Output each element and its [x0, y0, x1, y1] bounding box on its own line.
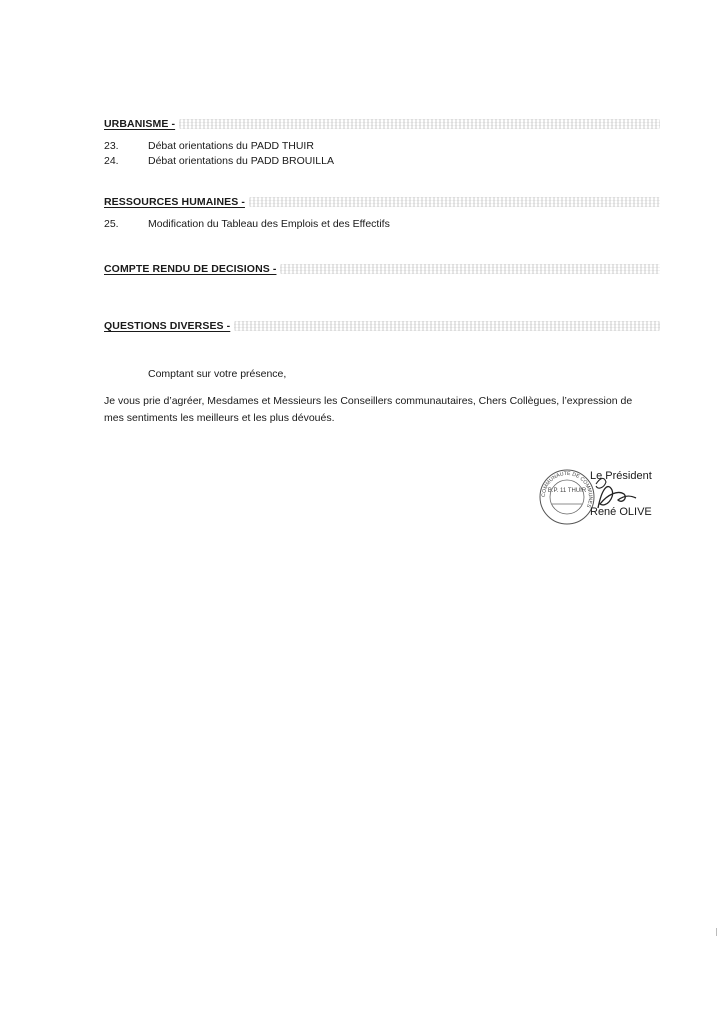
- stamp-center-text: B.P. 11 THUIR: [547, 488, 587, 494]
- redacted-scribble: [280, 264, 660, 274]
- signature-block: [538, 468, 662, 526]
- scan-artifact: [716, 928, 717, 936]
- closing-line: Je vous prie d’agréer, Mesdames et Messieurs les Conseillers communautaires, Chers Collègues, l’expression de: [104, 395, 633, 407]
- section-ressources-humaines: [104, 195, 660, 232]
- agenda-item-number: 25.: [104, 218, 119, 230]
- agenda-item-number: 24.: [104, 155, 119, 167]
- section-heading-row: [104, 319, 660, 333]
- section-urbanisme: [104, 117, 660, 169]
- section-questions-diverses: [104, 319, 660, 333]
- stamp-ring-text: COMMUNAUTE DE COMMUNES: [540, 470, 594, 509]
- section-heading: COMPTE RENDU DE DECISIONS -: [104, 263, 277, 275]
- signature-name: René OLIVE: [590, 506, 652, 518]
- agenda-item: [104, 139, 660, 154]
- redacted-scribble: [234, 321, 660, 331]
- agenda-item-text: Modification du Tableau des Emplois et des Effectifs: [148, 218, 390, 230]
- closing-paragraph: [104, 393, 664, 427]
- agenda-item-number: 23.: [104, 140, 119, 152]
- closing-greeting: Comptant sur votre présence,: [148, 368, 287, 380]
- agenda-item-text: Débat orientations du PADD BROUILLA: [148, 155, 334, 167]
- redacted-scribble: [179, 119, 660, 129]
- section-heading: RESSOURCES HUMAINES -: [104, 196, 245, 208]
- agenda-list: [104, 217, 660, 232]
- section-heading: QUESTIONS DIVERSES -: [104, 320, 231, 332]
- section-heading-row: [104, 195, 660, 209]
- agenda-item: [104, 217, 660, 232]
- section-heading-row: [104, 262, 660, 276]
- section-heading: URBANISME -: [104, 118, 176, 130]
- closing-line: mes sentiments les meilleurs et les plus dévoués.: [104, 412, 335, 424]
- agenda-item-text: Débat orientations du PADD THUIR: [148, 140, 314, 152]
- agenda-item: [104, 154, 660, 169]
- section-compte-rendu: [104, 262, 660, 276]
- section-heading-row: [104, 117, 660, 131]
- handwritten-signature: [598, 487, 636, 508]
- redacted-scribble: [249, 197, 660, 207]
- agenda-list: [104, 139, 660, 169]
- signature-title: Le Président: [590, 470, 652, 482]
